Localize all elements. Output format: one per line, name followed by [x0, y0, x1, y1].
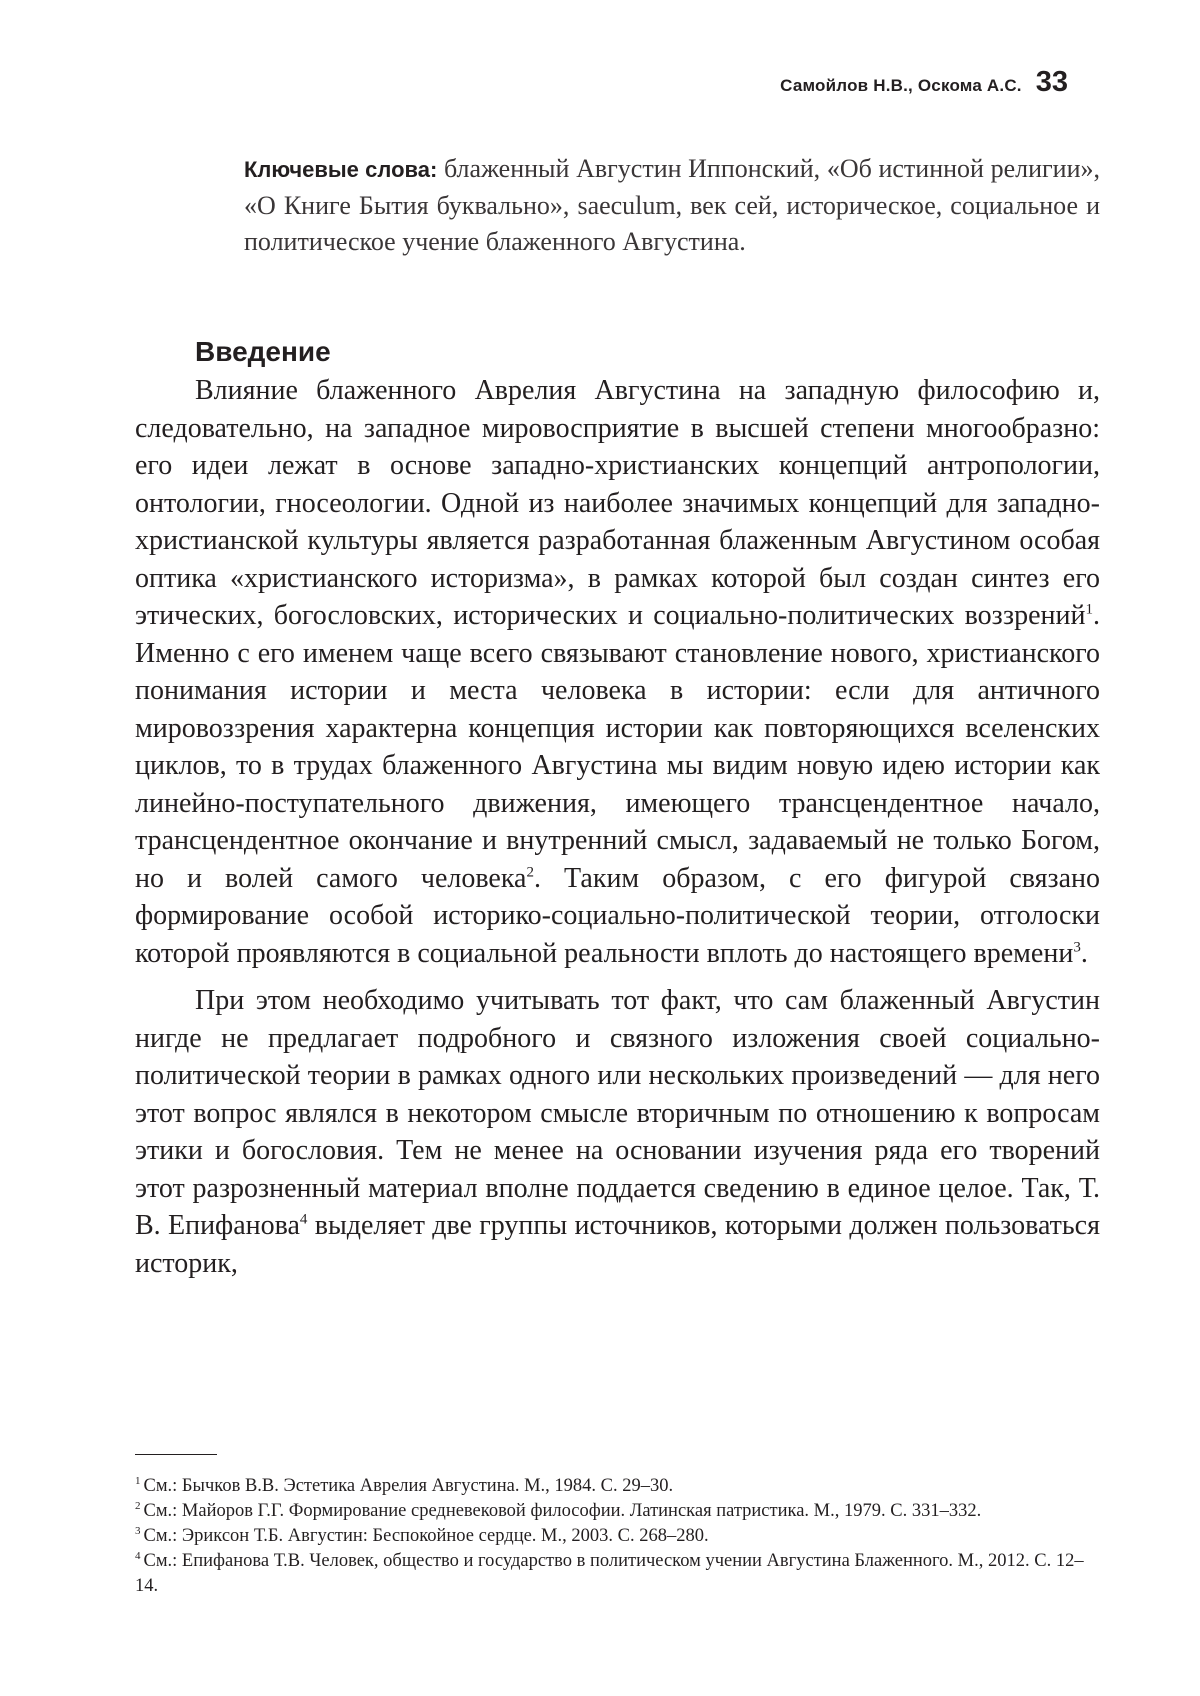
paragraph-1-part-1: Влияние блаженного Аврелия Августина на западную философию и, следовательно, на западное мировосприятие в высшей степени многообразно: его идеи лежат в основе западно-христианских концепций антропологии, онтологии, гносеологии. Одной из наиболее значимых концепций для западно-христианской культуры является разработанная блаженным Августином особая оптика «христианского историзма», в рамках которой был создан синтез его этических, богословских, исторических и социально-политических воззрений: [135, 375, 1100, 631]
footnote-separator: [135, 1454, 217, 1455]
footnote-1: [135, 1474, 1100, 1499]
footnote-3-text: См.: Эриксон Т.Б. Августин: Беспокойное сердце. М., 2003. С. 268–280.: [143, 1526, 709, 1546]
keywords-block: [244, 151, 1100, 260]
paragraph-1-part-4: .: [1080, 937, 1088, 969]
footnote-4-text: См.: Епифанова Т.В. Человек, общество и государство в политическом учении Августина Блаженного. М., 2012. С. 12–14.: [135, 1551, 1084, 1596]
footnote-ref-4[interactable]: 4: [299, 1211, 308, 1228]
page-number: 33: [1035, 66, 1068, 98]
footnote-4: [135, 1549, 1100, 1599]
running-head: [780, 66, 1068, 99]
footnote-ref-1[interactable]: 1: [1085, 601, 1093, 618]
footnote-ref-3[interactable]: 3: [1073, 939, 1081, 956]
paragraph-2-part-2: выделяет две группы источников, которыми должен пользоваться историк,: [135, 1210, 1100, 1279]
footnote-ref-2[interactable]: 2: [526, 864, 534, 881]
paragraph-2: [135, 982, 1100, 1282]
footnote-1-text: См.: Бычков В.В. Эстетика Аврелия Августина. М., 1984. С. 29–30.: [143, 1476, 674, 1496]
footnote-2-text: См.: Майоров Г.Г. Формирование средневековой философии. Латинская патристика. М., 1979. С. 331–332.: [143, 1501, 982, 1521]
body-text: [135, 372, 1100, 1282]
paragraph-1-part-3: . Таким образом, с его фигурой связано формирование особой историко-социально-политической теории, отголоски которой проявляются в социальной реальности вплоть до настоящего времени: [135, 862, 1100, 969]
footnotes: [135, 1474, 1100, 1599]
paragraph-2-part-1: При этом необходимо учитывать тот факт, что сам блаженный Августин нигде не предлагает подробного и связного изложения своей социально-политической теории в рамках одного или нескольких произведений — для него этот вопрос являлся в некотором смысле вторичным по отношению к вопросам этики и богословия. Тем не менее на основании изучения ряда его творений этот разрозненный материал вполне поддается сведению в единое целое. Так, Т. В. Епифанова: [135, 985, 1100, 1241]
keywords-label: Ключевые слова:: [244, 157, 438, 182]
footnote-3-number: 3: [135, 1524, 141, 1537]
footnote-4-number: 4: [135, 1549, 141, 1562]
paragraph-1-part-2: . Именно с его именем чаще всего связывают становление нового, христианского понимания истории и места человека в истории: если для античного мировоззрения характерна концепция истории как повторяющихся вселенских циклов, то в трудах блаженного Августина мы видим новую идею истории как линейно-поступательного движения, имеющего трансцендентное начало, трансцендентное окончание и внутренний смысл, задаваемый не только Богом, но и волей самого человека: [135, 600, 1100, 894]
footnote-1-number: 1: [135, 1474, 141, 1487]
running-head-authors: Самойлов Н.В., Оскома А.С.: [780, 76, 1022, 95]
section-title: Введение: [195, 336, 331, 367]
footnote-2: [135, 1499, 1100, 1524]
paragraph-1: [135, 372, 1100, 972]
footnote-2-number: 2: [135, 1499, 141, 1512]
keywords-text: блаженный Августин Иппонский, «Об истинной религии», «О Книге Бытия буквально», saeculum, век сей, историческое, социальное и политическое учение блаженного Августина.: [244, 154, 1100, 256]
footnote-3: [135, 1524, 1100, 1549]
